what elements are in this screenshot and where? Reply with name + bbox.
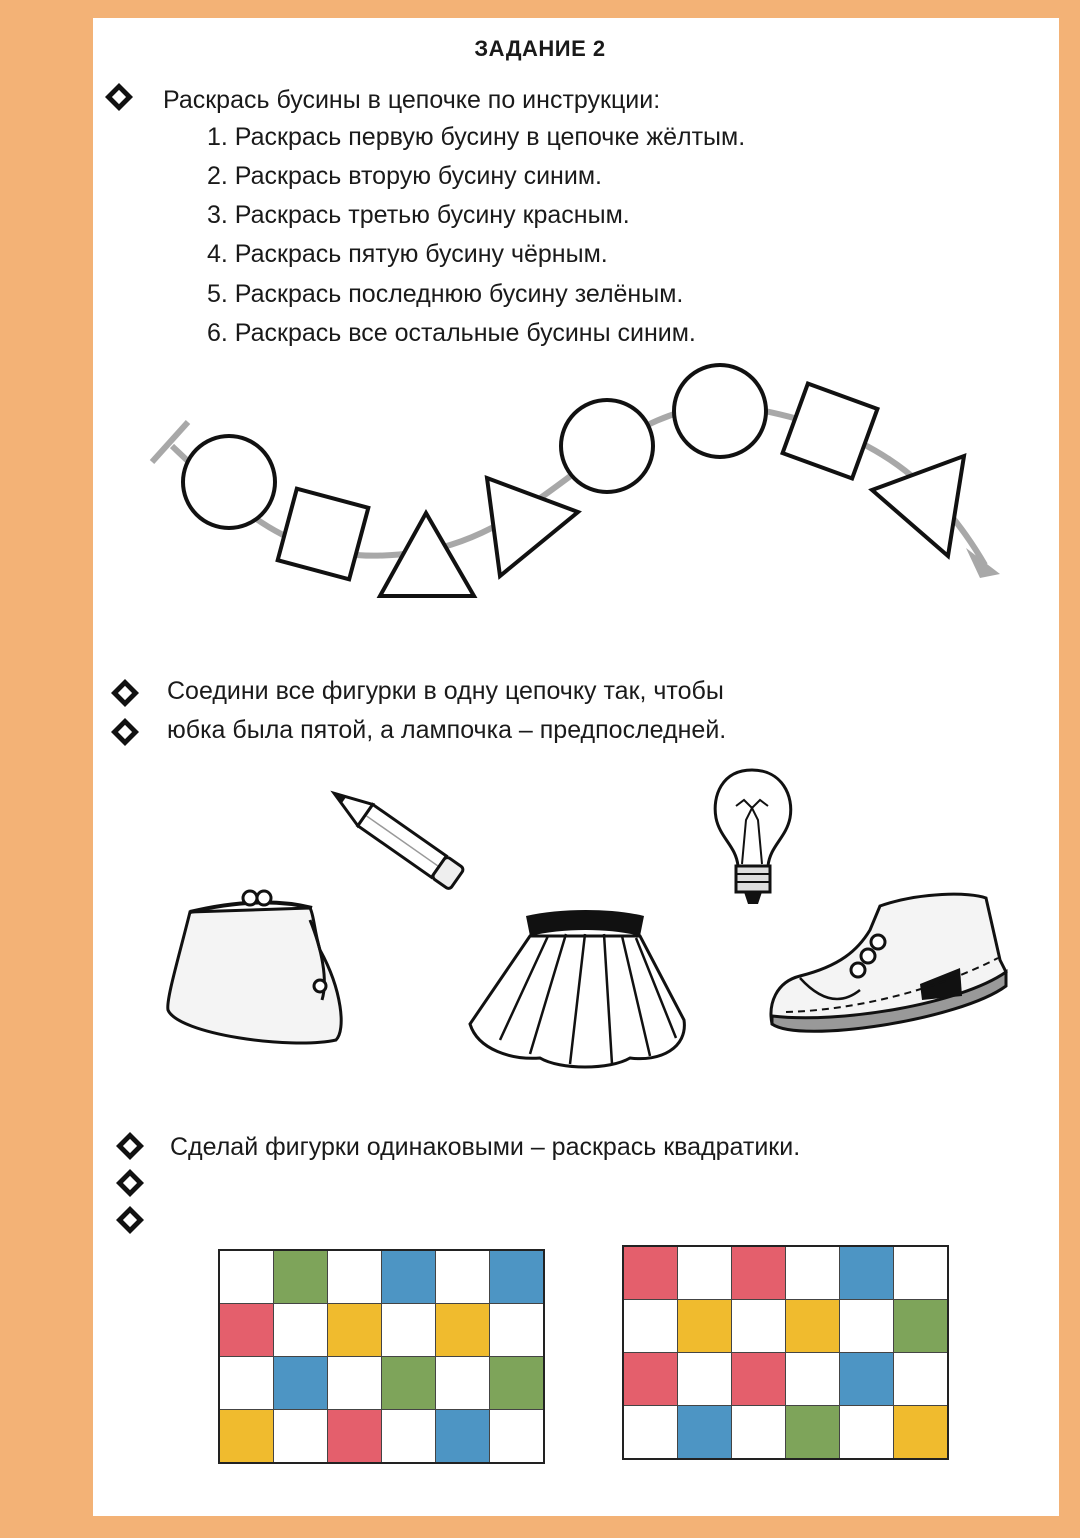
shoe-icon[interactable]: [771, 894, 1006, 1031]
left-grid-cell-3-4: [382, 1357, 436, 1410]
grid-row: [623, 1353, 948, 1406]
left-grid-cell-4-6[interactable]: [490, 1410, 545, 1464]
right-grid-cell-2-2: [678, 1300, 732, 1353]
right-grid-cell-3-4[interactable]: [786, 1353, 840, 1406]
grid-row: [623, 1406, 948, 1460]
left-grid-cell-3-6: [490, 1357, 545, 1410]
instruction-step-2: 2. Раскрась вторую бусину синим.: [207, 162, 602, 190]
instruction-step-5: 5. Раскрась последнюю бусину зелёным.: [207, 280, 684, 308]
grid-row: [623, 1300, 948, 1353]
right-grid-cell-3-2[interactable]: [678, 1353, 732, 1406]
task1-prompt: Раскрась бусины в цепочке по инструкции:: [163, 86, 661, 114]
right-grid-cell-1-3: [732, 1246, 786, 1300]
left-grid-cell-2-2[interactable]: [274, 1304, 328, 1357]
skirt-icon[interactable]: [470, 910, 684, 1067]
instruction-step-4: 4. Раскрась пятую бусину чёрным.: [207, 240, 608, 268]
right-grid-cell-4-6: [894, 1406, 949, 1460]
page-title: ЗАДАНИЕ 2: [474, 36, 606, 61]
right-grid-cell-1-5: [840, 1246, 894, 1300]
right-grid-cell-4-2: [678, 1406, 732, 1460]
left-grid-cell-1-5[interactable]: [436, 1250, 490, 1304]
grid-row: [219, 1250, 544, 1304]
left-grid-cell-4-4[interactable]: [382, 1410, 436, 1464]
left-grid-cell-3-3[interactable]: [328, 1357, 382, 1410]
left-grid-cell-2-5: [436, 1304, 490, 1357]
grid-row: [219, 1410, 544, 1464]
left-grid-cell-1-4: [382, 1250, 436, 1304]
instruction-step-1: 1. Раскрась первую бусину в цепочке жёлтым.: [207, 123, 746, 151]
right-grid-cell-3-3: [732, 1353, 786, 1406]
right-grid-cell-2-1[interactable]: [623, 1300, 678, 1353]
left-grid-cell-2-4[interactable]: [382, 1304, 436, 1357]
task2-line-1: Соедини все фигурки в одну цепочку так, чтобы: [167, 677, 724, 705]
right-grid-cell-1-6[interactable]: [894, 1246, 949, 1300]
right-grid-cell-2-4: [786, 1300, 840, 1353]
instruction-step-3: 3. Раскрась третью бусину красным.: [207, 201, 630, 229]
left-grid-cell-3-5[interactable]: [436, 1357, 490, 1410]
right-grid-cell-4-4: [786, 1406, 840, 1460]
left-grid-cell-1-1[interactable]: [219, 1250, 274, 1304]
diamond-marker-icon: [115, 1168, 145, 1198]
right-grid-cell-4-1[interactable]: [623, 1406, 678, 1460]
left-grid-cell-1-6: [490, 1250, 545, 1304]
bulb-icon[interactable]: [715, 770, 791, 904]
right-grid-cell-3-5: [840, 1353, 894, 1406]
left-grid-cell-1-2: [274, 1250, 328, 1304]
grid-row: [219, 1304, 544, 1357]
pencil-icon[interactable]: [327, 783, 465, 890]
left-grid-cell-2-1: [219, 1304, 274, 1357]
right-grid-cell-3-6[interactable]: [894, 1353, 949, 1406]
purse-icon[interactable]: [168, 891, 341, 1043]
diamond-marker-icon: [115, 1131, 145, 1161]
right-grid-cell-2-6: [894, 1300, 949, 1353]
left-grid-cell-3-1[interactable]: [219, 1357, 274, 1410]
left-grid-cell-1-3[interactable]: [328, 1250, 382, 1304]
left-grid-cell-4-5: [436, 1410, 490, 1464]
instruction-step-6: 6. Раскрась все остальные бусины синим.: [207, 319, 696, 347]
diamond-marker-icon: [115, 1205, 145, 1235]
left-grid-cell-4-1: [219, 1410, 274, 1464]
left-grid-cell-3-2: [274, 1357, 328, 1410]
grid-row: [219, 1357, 544, 1410]
right-grid-cell-1-1: [623, 1246, 678, 1300]
color-grid-right: [622, 1245, 949, 1460]
left-grid-cell-2-3: [328, 1304, 382, 1357]
right-grid-cell-1-2[interactable]: [678, 1246, 732, 1300]
right-grid-cell-1-4[interactable]: [786, 1246, 840, 1300]
task3-prompt: Сделай фигурки одинаковыми – раскрась квадратики.: [170, 1133, 801, 1161]
color-grid-left: [218, 1249, 545, 1464]
left-grid-cell-4-2[interactable]: [274, 1410, 328, 1464]
task2-line-2: юбка была пятой, а лампочка – предпоследней.: [167, 716, 727, 744]
left-grid-cell-4-3: [328, 1410, 382, 1464]
right-grid-cell-2-3[interactable]: [732, 1300, 786, 1353]
right-grid-cell-3-1: [623, 1353, 678, 1406]
right-grid-cell-4-3[interactable]: [732, 1406, 786, 1460]
grid-row: [623, 1246, 948, 1300]
left-grid-cell-2-6[interactable]: [490, 1304, 545, 1357]
right-grid-cell-4-5[interactable]: [840, 1406, 894, 1460]
right-grid-cell-2-5[interactable]: [840, 1300, 894, 1353]
